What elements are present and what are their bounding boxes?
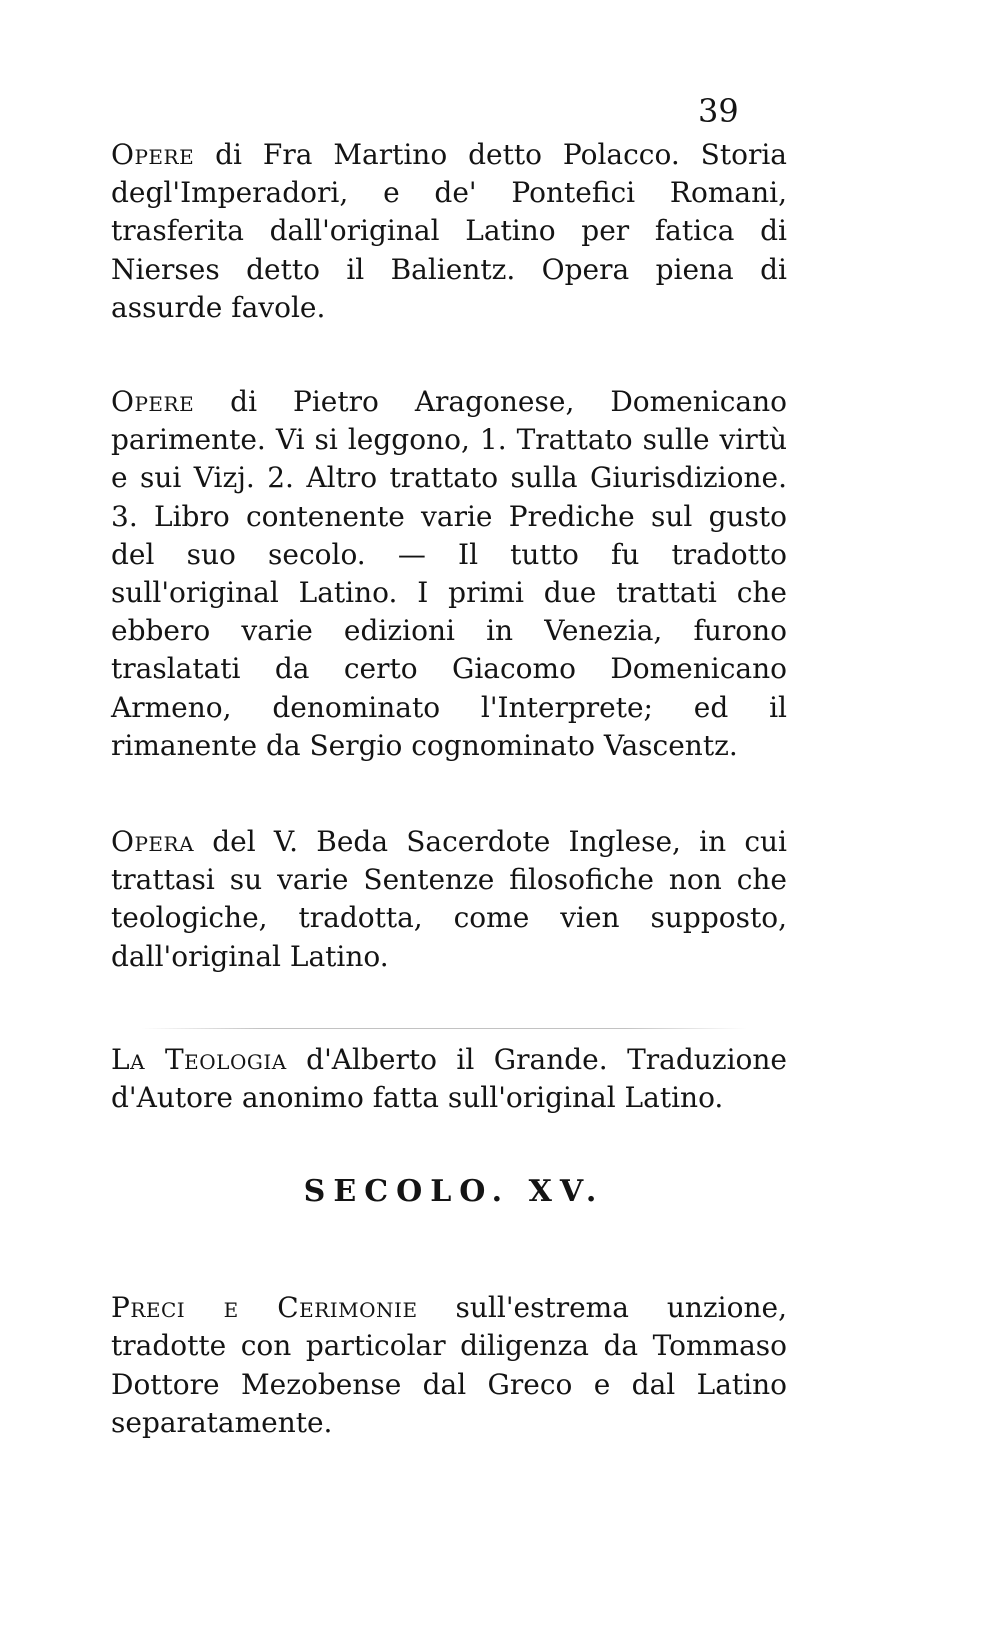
entry-martino-polacco: [111, 136, 787, 327]
entry-text: sull'estrema unzione, tradotte con particolar diligenza da Tommaso Dottore Mezobense dal Greco e dal Latino separatamente.: [111, 1291, 787, 1439]
page-number: 39: [698, 92, 739, 130]
entry-lead: La Teologia: [111, 1042, 287, 1076]
entry-text: di Fra Martino detto Polacco. Storia degl'Imperadori, e de' Pontefici Romani, trasferita dall'original Latino per fatica di Nierses detto il Balientz. Opera piena di assurde favole.: [111, 138, 787, 324]
entry-lead: Preci e Cerimonie: [111, 1291, 418, 1325]
entry-lead: Opere: [111, 385, 195, 419]
entries-column: [111, 136, 787, 1442]
section-heading: SECOLO. XV.: [303, 1174, 605, 1210]
entry-teologia-alberto: [111, 1041, 787, 1117]
entry-pietro-aragonese: [111, 383, 787, 765]
entry-text: di Pietro Aragonese, Domenicano parimente. Vi si leggono, 1. Trattato sulle virtù e sui Vizj. 2. Altro trattato sulla Giurisdizione. 3. Libro contenente varie Prediche sul gusto del suo secolo. — Il tutto fu tradotto sull'original Latino. I primi due trattati che ebbero varie edizioni in Venezia, furono traslatati da certo Giacomo Domenicano Armeno, denominato l'Interprete; ed il rimanente da Sergio cognominato Vascentz.: [111, 385, 787, 762]
divider-line: [141, 1028, 747, 1029]
entry-beda: [111, 823, 787, 976]
entry-lead: Opere: [111, 138, 195, 171]
entry-lead: Opera: [111, 825, 195, 859]
entry-text: d'Alberto il Grande. Traduzione d'Autore anonimo fatta sull'original Latino.: [111, 1042, 787, 1115]
entry-preci-cerimonie: [111, 1289, 787, 1442]
entry-text: del V. Beda Sacerdote Inglese, in cui trattasi su varie Sentenze filosofiche non che teologiche, tradotta, come vien supposto, dall'original Latino.: [111, 825, 787, 973]
